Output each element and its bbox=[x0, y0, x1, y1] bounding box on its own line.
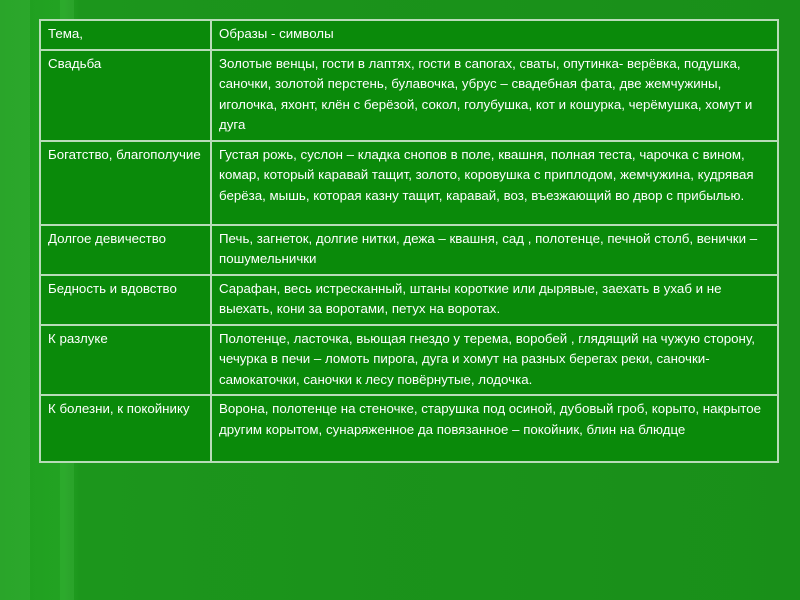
table-row bbox=[40, 325, 778, 396]
table-row bbox=[40, 50, 778, 141]
symbols-cell: Печь, загнеток, долгие нитки, дежа – квашня, сад , полотенце, печной столб, венички – пошумельнички bbox=[211, 225, 778, 275]
table-row bbox=[40, 395, 778, 462]
symbols-cell: Полотенце, ласточка, вьющая гнездо у терема, воробей , глядящий на чужую сторону, чечурка в печи – ломоть пирога, дуга и хомут на разных берегах реки, саночки- самокаточки, саночки к лесу повёрнутые, лодочка. bbox=[211, 325, 778, 396]
background-stripe bbox=[0, 0, 30, 600]
theme-cell: Долгое девичество bbox=[40, 225, 211, 275]
symbols-cell: Сарафан, весь истресканный, штаны короткие или дырявые, заехать в ухаб и не выехать, кони за воротами, петух на воротах. bbox=[211, 275, 778, 325]
symbols-table bbox=[39, 19, 779, 463]
table-row bbox=[40, 141, 778, 225]
symbols-cell: Золотые венцы, гости в лаптях, гости в сапогах, сваты, опутинка- верёвка, подушка, саночки, золотой перстень, булавочка, убрус – свадебная фата, две жемчужины, иголочка, яхонт, клён с берёзой, сокол, голубушка, кот и кошурка, черёмушка, хомут и дуга bbox=[211, 50, 778, 141]
theme-cell: Свадьба bbox=[40, 50, 211, 141]
symbols-cell: Густая рожь, суслон – кладка снопов в поле, квашня, полная теста, чарочка с вином, комар, который каравай тащит, золото, коровушка с приплодом, жемчужина, кудрявая берёза, мышь, которая казну тащит, каравай, воз, въезжающий во двор с прибылью. bbox=[211, 141, 778, 225]
header-theme: Тема, bbox=[40, 20, 211, 50]
table-row bbox=[40, 225, 778, 275]
theme-cell: Бедность и вдовство bbox=[40, 275, 211, 325]
theme-cell: Богатство, благополучие bbox=[40, 141, 211, 225]
table-header-row bbox=[40, 20, 778, 50]
theme-cell: К разлуке bbox=[40, 325, 211, 396]
theme-cell: К болезни, к покойнику bbox=[40, 395, 211, 462]
table-row bbox=[40, 275, 778, 325]
symbols-cell: Ворона, полотенце на стеночке, старушка под осиной, дубовый гроб, корыто, накрытое другим корытом, сунаряженное да повязанное – покойник, блин на блюдце bbox=[211, 395, 778, 462]
header-symbols: Образы - символы bbox=[211, 20, 778, 50]
